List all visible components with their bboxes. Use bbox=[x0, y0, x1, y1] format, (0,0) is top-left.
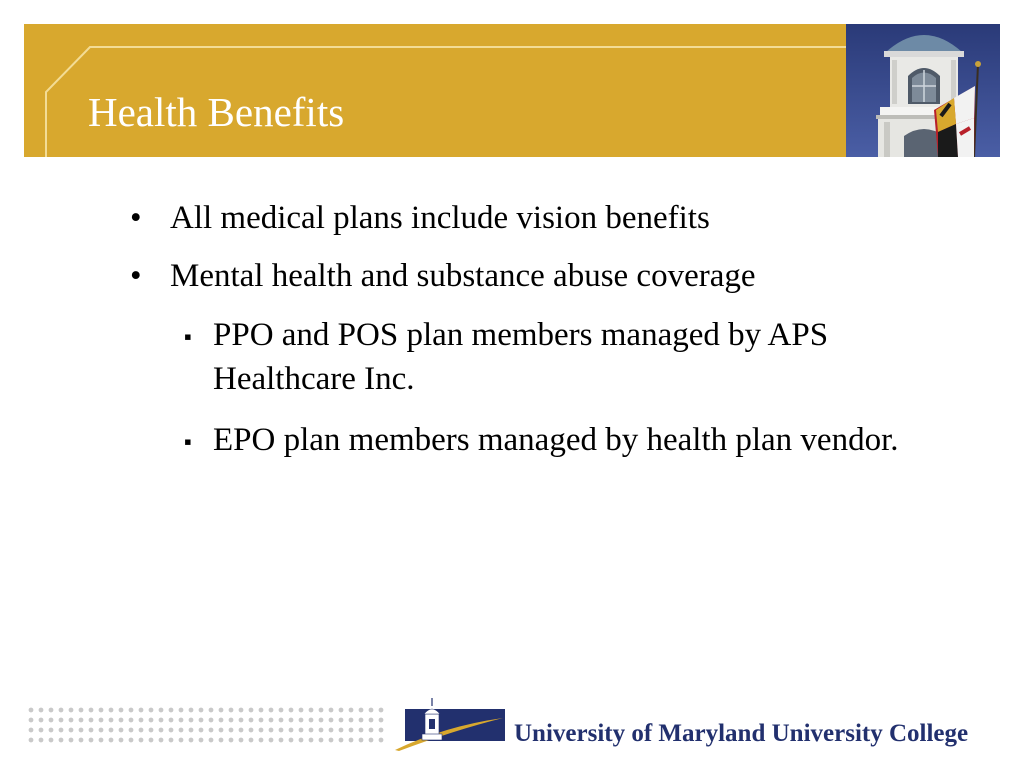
umuc-logo-icon bbox=[395, 696, 510, 752]
footer-dot-pattern bbox=[28, 706, 388, 746]
sub-bullet-text: EPO plan members managed by health plan vendor. bbox=[213, 422, 899, 458]
bullet-marker: • bbox=[130, 258, 142, 294]
cupola-flag-photo bbox=[846, 24, 1000, 157]
bullet-item bbox=[130, 254, 980, 298]
bullet-text: All medical plans include vision benefits bbox=[170, 200, 710, 236]
bullet-text: Mental health and substance abuse coverage bbox=[170, 258, 756, 294]
institution-name: University of Maryland University College bbox=[514, 720, 969, 747]
slide-title: Health Benefits bbox=[88, 89, 345, 135]
bullet-marker: • bbox=[130, 200, 142, 236]
sub-bullet-marker: ▪ bbox=[184, 429, 192, 454]
sub-bullet-text: PPO and POS plan members managed by APS Healthcare Inc. bbox=[213, 317, 829, 397]
bullet-item bbox=[130, 196, 980, 240]
sub-bullet-marker: ▪ bbox=[184, 324, 192, 349]
sub-bullet-item bbox=[184, 418, 929, 462]
sub-bullet-item bbox=[184, 313, 974, 401]
